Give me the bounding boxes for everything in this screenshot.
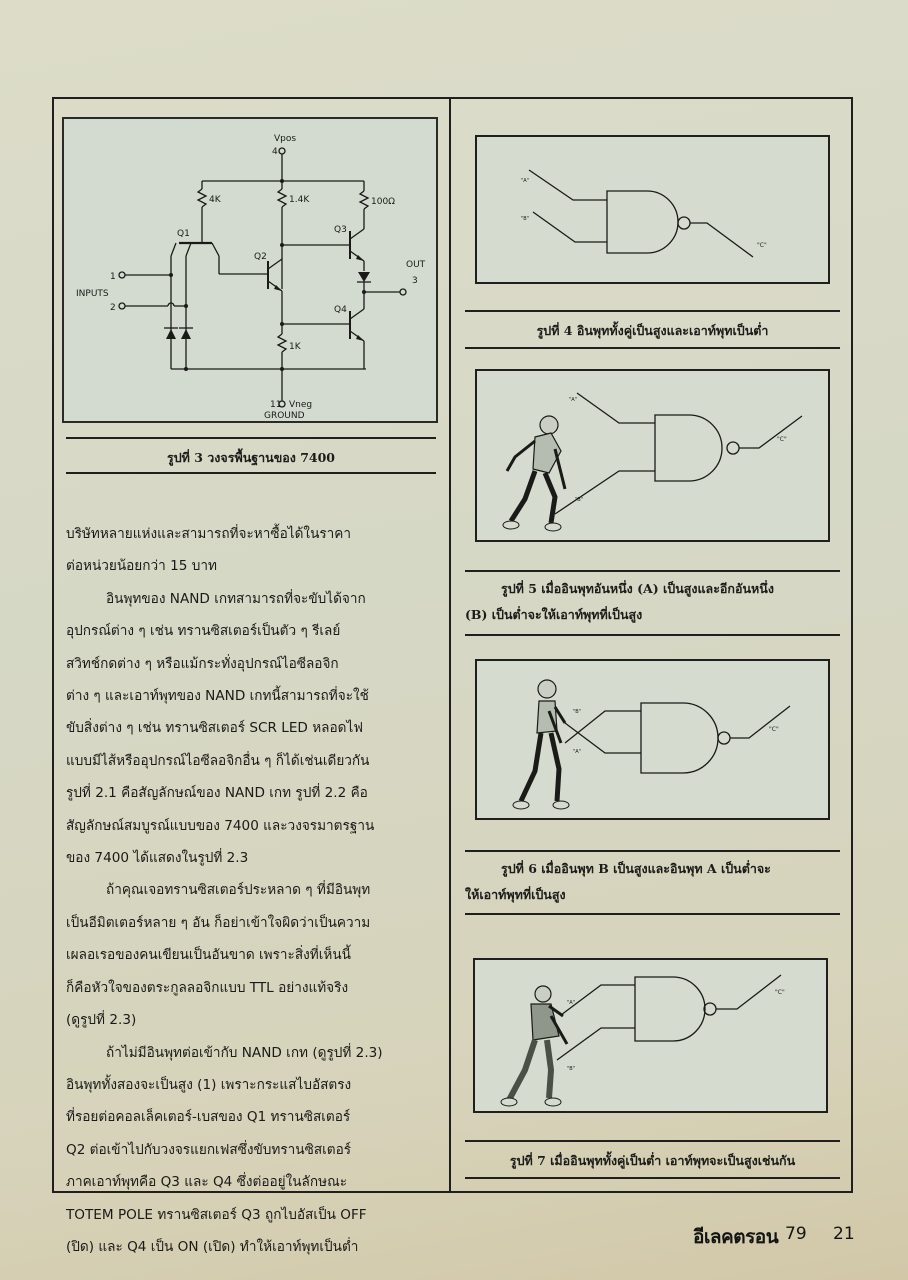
caption-rule-bottom	[66, 472, 436, 474]
svg-text:Q2: Q2	[254, 252, 267, 262]
caption-rule-top	[465, 570, 840, 572]
caption-rule-bottom	[465, 347, 840, 349]
svg-text:Q4: Q4	[334, 305, 347, 315]
nand-gate-with-person-diagram	[477, 661, 828, 818]
svg-text:11: 11	[270, 400, 282, 410]
svg-text:2: 2	[110, 303, 116, 313]
svg-text:"A": "A"	[521, 178, 530, 184]
svg-text:1: 1	[110, 272, 116, 282]
svg-text:"A": "A"	[567, 1000, 576, 1006]
svg-text:"B": "B"	[521, 216, 530, 222]
svg-text:Q1: Q1	[177, 229, 190, 239]
caption-rule-top	[66, 437, 436, 439]
caption-rule-bottom	[465, 1177, 840, 1179]
svg-text:4: 4	[272, 147, 278, 157]
svg-text:OUT: OUT	[406, 260, 426, 270]
person-illustration	[501, 986, 567, 1106]
svg-text:"B": "B"	[573, 709, 582, 715]
figure-7-caption: รูปที่ 7 เมื่ออินพุททั้งคู่เป็นต่ำ เอาท์พุทจะเป็นสูงเช่นกัน	[509, 1153, 796, 1168]
svg-text:1.4K: 1.4K	[289, 195, 310, 205]
figure-6-caption: รูปที่ 6 เมื่ออินพุท B เป็นสูงและอินพุท A เป็นต่ำจะ	[501, 861, 771, 876]
article-body	[66, 518, 440, 1263]
caption-rule-top	[465, 1140, 840, 1142]
svg-text:"C": "C"	[777, 436, 787, 443]
svg-text:"B": "B"	[575, 497, 584, 503]
caption-rule-top	[465, 310, 840, 312]
svg-text:"B": "B"	[567, 1066, 576, 1072]
figure-5-caption-line2: (B) เป็นต่ำจะให้เอาท์พุทที่เป็นสูง	[465, 607, 643, 622]
paragraph: บริษัทหลายแห่งและสามารถที่จะหาซื้อได้ในราคา ต่อหน่วยน้อยกว่า 15 บาท	[66, 526, 352, 575]
caption-rule-top	[465, 850, 840, 852]
paragraph: ถ้าไม่มีอินพุทต่อเข้ากับ NAND เกท (ดูรูปที่ 2.3) อินพุททั้งสองจะเป็นสูง (1) เพราะกระแสไบอัสตรง ที่รอยต่อคอลเล็คเตอร์-เบสของ Q1 ทรานซิสเตอร์ Q2 ต่อเข้าไปกับวงจรแยกเฟสซึ่งขับทรานซิสเตอร์ ภาคเอาท์พุทคือ Q3 และ Q4 ซึ่งต่ออยู่ในลักษณะ TOTEM POLE ทรานซิสเตอร์ Q3 ถูกไบอัสเป็น OFF (ปิด) และ Q4 เป็น ON (เปิด) ทำให้เอาท์พุทเป็นต่ำ	[66, 1044, 383, 1255]
magazine-name: อีเลคตรอน	[693, 1226, 779, 1248]
ttl-nand-schematic	[64, 119, 436, 421]
column-divider	[449, 97, 451, 1193]
svg-text:4K: 4K	[209, 195, 221, 205]
nand-gate-with-person-diagram	[477, 371, 828, 540]
caption-rule-bottom	[465, 634, 840, 636]
issue-number: 79	[785, 1224, 807, 1244]
paragraph: ถ้าคุณเจอทรานซิสเตอร์ประหลาด ๆ ที่มีอินพุท เป็นอีมิตเตอร์หลาย ๆ อัน ก็อย่าเข้าใจผิดว่าเป็นความ เผลอเรอของคนเขียนเป็นอันขาด เพราะสิ่งที่เห็นนี้ ก็คือหัวใจของตระกูลลอจิกแบบ TTL อย่างแท้จริง (ดูรูปที่ 2.3)	[66, 882, 371, 1029]
figure-3-schematic	[62, 117, 438, 423]
svg-text:1K: 1K	[289, 342, 301, 352]
svg-text:Q3: Q3	[334, 225, 347, 235]
figure-5-caption: รูปที่ 5 เมื่ออินพุทอันหนึ่ง (A) เป็นสูงและอีกอันหนึ่ง	[501, 581, 774, 596]
caption-rule-bottom	[465, 913, 840, 915]
svg-text:"C": "C"	[769, 726, 779, 733]
person-illustration	[513, 680, 569, 809]
svg-text:Vpos: Vpos	[274, 134, 297, 144]
figure-7-nand-gate-person	[473, 958, 828, 1113]
figure-6-caption-line2: ให้เอาท์พุทที่เป็นสูง	[465, 887, 566, 902]
figure-3-caption: รูปที่ 3 วงจรพื้นฐานของ 7400	[167, 450, 335, 465]
figure-4-caption: รูปที่ 4 อินพุททั้งคู่เป็นสูงและเอาท์พุทเป็นต่ำ	[536, 323, 769, 338]
paragraph: อินพุทของ NAND เกทสามารถที่จะขับได้จาก อุปกรณ์ต่าง ๆ เช่น ทรานซิสเตอร์เป็นตัว ๆ รีเลย์ สวิทช์กดต่าง ๆ หรือแม้กระทั่งอุปกรณ์ไอซีลอจิก ต่าง ๆ และเอาท์พุทของ NAND เกทนี้สามารถที่จะใช้ ขับสิ่งต่าง ๆ เช่น ทรานซิสเตอร์ SCR LED หลอดไฟ แบบมีไส้หรืออุปกรณ์ไอซีลอจิกอื่น ๆ ก็ได้เช่นเดียวกัน รูปที่ 2.1 คือสัญลักษณ์ของ NAND เกท รูปที่ 2.2 คือ สัญลักษณ์สมบูรณ์แบบของ 7400 และวงจรมาตรฐาน ของ 7400 ได้แสดงในรูปที่ 2.3	[66, 590, 375, 867]
svg-text:INPUTS: INPUTS	[76, 289, 109, 299]
svg-text:Vneg: Vneg	[289, 400, 313, 410]
svg-text:"C": "C"	[775, 989, 785, 996]
page-number: 21	[833, 1224, 855, 1244]
svg-text:"C": "C"	[757, 242, 767, 249]
svg-text:"A": "A"	[573, 749, 582, 755]
svg-text:GROUND: GROUND	[264, 411, 305, 421]
svg-text:100Ω: 100Ω	[371, 197, 396, 207]
svg-text:3: 3	[412, 276, 418, 286]
svg-text:"A": "A"	[569, 397, 578, 403]
figure-5-nand-gate-person	[475, 369, 830, 542]
figure-6-nand-gate-person	[475, 659, 830, 820]
nand-gate-diagram	[477, 137, 828, 282]
nand-gate-with-person-diagram	[475, 960, 826, 1111]
figure-4-nand-gate	[475, 135, 830, 284]
